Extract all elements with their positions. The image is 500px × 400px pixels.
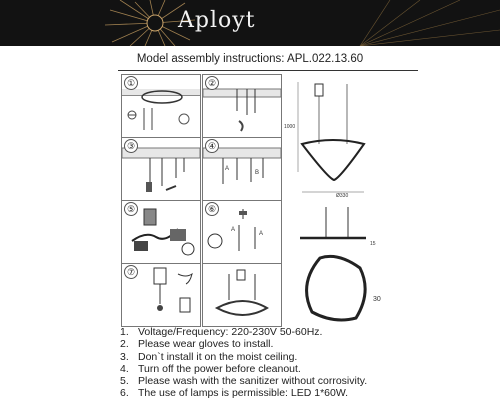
step-8-panel <box>202 263 282 327</box>
svg-text:A: A <box>259 231 264 237</box>
step-4-panel <box>202 137 282 201</box>
finished-lamp-illustration <box>203 264 281 326</box>
list-item: 2. Please wear gloves to install. <box>120 338 274 351</box>
svg-text:B: B <box>255 170 260 176</box>
step-number: ⑦ <box>124 265 138 279</box>
list-item: 6. The use of lamps is permissible: LED 1*60W. <box>120 387 349 400</box>
height-dimension: 1000 <box>284 124 296 130</box>
list-item: 5. Please wash with the sanitizer without corrosivity. <box>120 375 368 388</box>
step-1-panel <box>121 74 201 138</box>
title-divider <box>118 70 418 71</box>
step-2-panel <box>202 74 282 138</box>
page-title: Model assembly instructions: APL.022.13.60 <box>136 53 364 65</box>
brand-name: Aployt <box>178 8 256 33</box>
step-number: ⑥ <box>205 202 219 216</box>
step-number: ④ <box>205 139 219 153</box>
svg-text:A: A <box>231 227 236 233</box>
step-number: ⑤ <box>124 202 138 216</box>
diameter-dimension: Ø330 <box>336 193 349 199</box>
side-dimension: 30 <box>373 296 381 303</box>
list-item: 3. Don`t install it on the moist ceiling. <box>120 350 298 363</box>
svg-text:A: A <box>225 166 230 172</box>
list-item: 1. Voltage/Frequency: 220-230V 50-60Hz. <box>120 326 323 338</box>
step-number: ② <box>205 76 219 90</box>
step-6-panel <box>202 200 282 264</box>
list-item: 4. Turn off the power before cleanout. <box>120 362 301 375</box>
brand-header <box>0 0 500 46</box>
step-5-panel <box>121 200 201 264</box>
step-number: ③ <box>124 139 138 153</box>
small-dimension: 15 <box>370 241 376 247</box>
step-7-panel <box>121 263 201 327</box>
step-3-panel <box>121 137 201 201</box>
step-number: ① <box>124 76 138 90</box>
instruction-list <box>120 326 367 400</box>
